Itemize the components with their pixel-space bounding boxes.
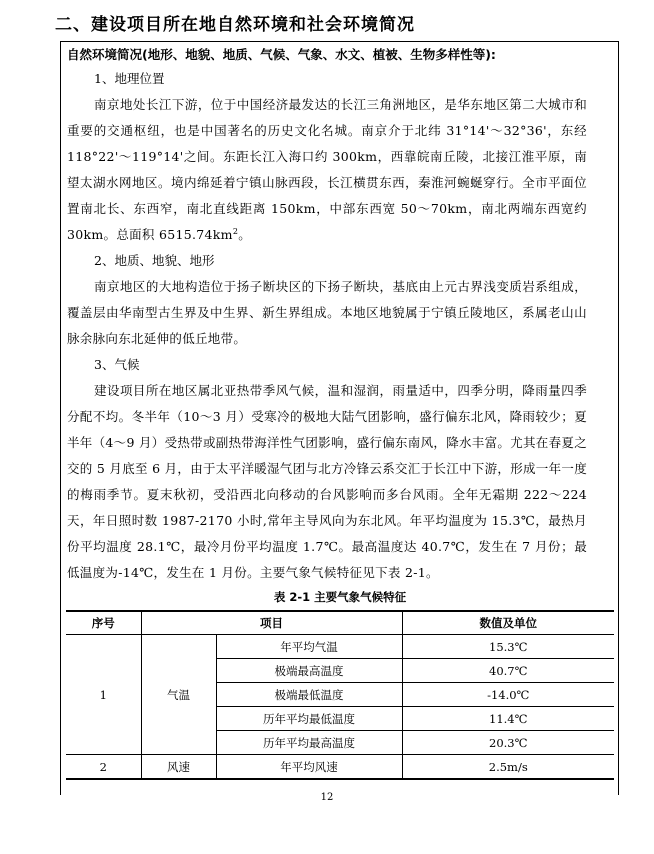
header-item: 项目 <box>141 611 402 635</box>
row-category: 风速 <box>141 755 216 780</box>
row-item: 极端最低温度 <box>216 683 402 707</box>
row-item: 历年平均最高温度 <box>216 731 402 755</box>
table-row <box>66 635 614 659</box>
header-value: 数值及单位 <box>402 611 614 635</box>
section-title: 二、建设项目所在地自然环境和社会环境简况 <box>55 15 415 35</box>
table-header-row <box>66 611 614 635</box>
paragraph-location <box>67 92 587 248</box>
table-row <box>66 755 614 780</box>
row-item: 历年平均最低温度 <box>216 707 402 731</box>
superscript: 2 <box>232 226 239 236</box>
subsection-title-geology: 2、地质、地貌、地形 <box>94 253 215 268</box>
row-item: 极端最高温度 <box>216 659 402 683</box>
paragraph-text: 南京地处长江下游，位于中国经济最发达的长江三角洲地区，是华东地区第二大城市和重要的交通枢纽，也是中国著名的历史文化名城。南京介于北纬 31°14'～32°36'，东经 118°22'～119°14'之间。东距长江入海口约 300km，西靠皖南丘陵，北接江淮平原，南望太湖水网地区。境内绵延着宁镇山脉西段，长江横贯东西，秦淮河蜿蜒穿行。全市平面位置南北长、东西窄，南北直线距离 150km，中部东西宽 50～70km，南北两端东西宽约 30km。总面积 6515.74km <box>67 97 587 242</box>
row-value: 15.3℃ <box>402 635 614 659</box>
paragraph-text: 南京地区的大地构造位于扬子断块区的下扬子断块，基底由上元古界浅变质岩系组成，覆盖层由华南型古生界及中生界、新生界组成。本地区地貌属于宁镇丘陵地区，系属老山山脉余脉向东北延伸的低丘地带。 <box>67 279 587 346</box>
page-number: 12 <box>320 792 334 803</box>
row-item: 年平均气温 <box>216 635 402 659</box>
row-category: 气温 <box>141 635 216 755</box>
header-no: 序号 <box>66 611 141 635</box>
natural-environment-section <box>67 44 587 586</box>
row-value: 20.3℃ <box>402 731 614 755</box>
subsection-title-location: 1、地理位置 <box>94 71 165 86</box>
row-no: 2 <box>66 755 141 780</box>
table-caption: 表 2-1 主要气象气候特征 <box>273 590 407 604</box>
paragraph-tail: 。 <box>238 227 252 242</box>
box-heading: 自然环境简况(地形、地貌、地质、气候、气象、水文、植被、生物多样性等): <box>67 47 496 62</box>
subsection-title-climate: 3、气候 <box>94 357 140 372</box>
paragraph-text: 建设项目所在地区属北亚热带季风气候，温和湿润，雨量适中，四季分明，降雨量四季分配不均。冬半年（10～3 月）受寒冷的极地大陆气团影响，盛行偏东北风，降雨较少；夏半年（4～9 月）受热带或副热带海洋性气团影响，盛行偏东南风，降水丰富。尤其在春夏之交的 5 月底至 6 月，由于太平洋暖湿气团与北方冷锋云系交汇于长江中下游，形成一年一度的梅雨季节。夏末秋初，受沿西北向移动的台风影响而多台风雨。全年无霜期 222～224 天，年日照时数 1987-2170 小时,常年主导风向为东北风。年平均温度为 15.3℃，最热月份平均温度 28.1℃，最冷月份平均温度 1.7℃。最高温度达 40.7℃，发生在 7 月份；最低温度为-14℃，发生在 1 月份。主要气象气候特征见下表 2-1。 <box>67 383 588 580</box>
row-value: 2.5m/s <box>402 755 614 780</box>
row-value: 11.4℃ <box>402 707 614 731</box>
paragraph-climate <box>67 378 587 586</box>
row-value: 40.7℃ <box>402 659 614 683</box>
row-item: 年平均风速 <box>216 755 402 780</box>
climate-table <box>66 610 614 780</box>
row-value: -14.0℃ <box>402 683 614 707</box>
paragraph-geology <box>67 274 587 352</box>
row-no: 1 <box>66 635 141 755</box>
